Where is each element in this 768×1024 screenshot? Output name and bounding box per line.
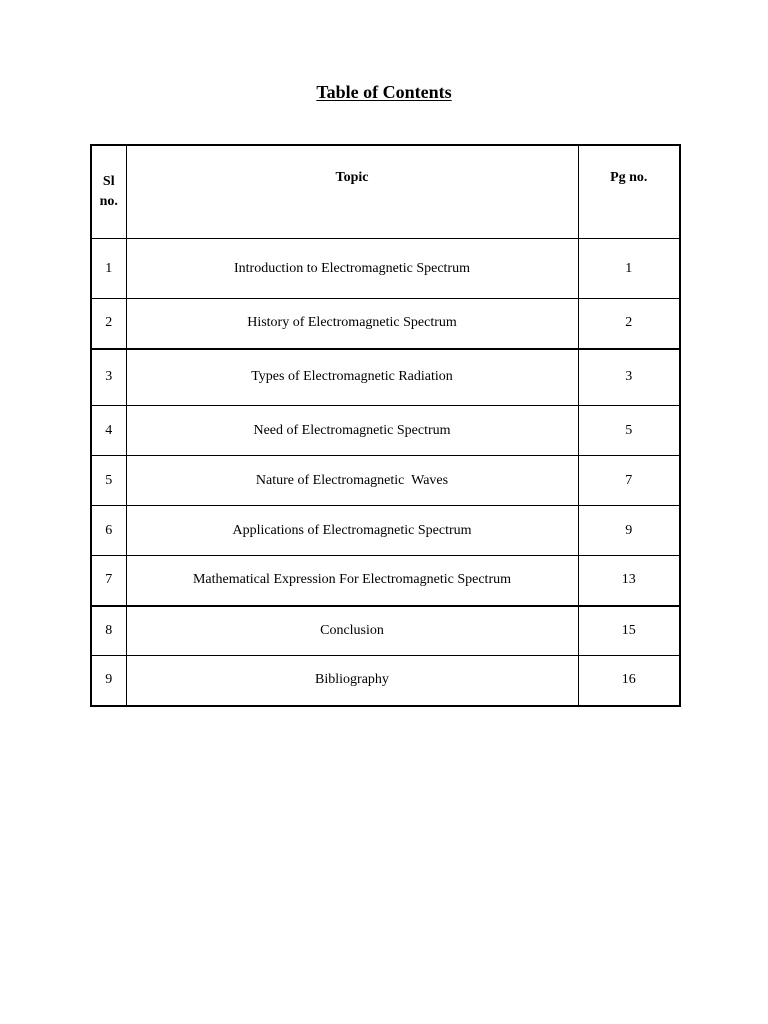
table-row	[91, 656, 680, 706]
table-row	[91, 349, 680, 406]
row-topic: Need of Electromagnetic Spectrum	[126, 406, 578, 456]
header-page-no: Pg no.	[578, 145, 680, 239]
row-sl-no: 6	[91, 506, 126, 556]
row-topic: Applications of Electromagnetic Spectrum	[126, 506, 578, 556]
row-sl-no: 3	[91, 349, 126, 406]
table-row	[91, 299, 680, 349]
page-title: Table of Contents	[316, 82, 452, 102]
row-page-no: 5	[578, 406, 680, 456]
row-topic: Bibliography	[126, 656, 578, 706]
row-sl-no: 7	[91, 556, 126, 606]
row-sl-no: 2	[91, 299, 126, 349]
row-sl-no: 5	[91, 456, 126, 506]
row-page-no: 7	[578, 456, 680, 506]
contents-table	[90, 144, 681, 707]
header-sl-no: Sl no.	[91, 145, 126, 239]
header-topic: Topic	[126, 145, 578, 239]
row-topic: Mathematical Expression For Electromagnetic Spectrum	[126, 556, 578, 606]
table-row	[91, 406, 680, 456]
table-row	[91, 456, 680, 506]
row-sl-no: 4	[91, 406, 126, 456]
row-page-no: 2	[578, 299, 680, 349]
table-row	[91, 556, 680, 606]
table-row	[91, 239, 680, 299]
row-topic: Nature of Electromagnetic Waves	[126, 456, 578, 506]
row-sl-no: 8	[91, 606, 126, 656]
table-header-row	[91, 145, 680, 239]
row-page-no: 13	[578, 556, 680, 606]
row-sl-no: 1	[91, 239, 126, 299]
row-page-no: 1	[578, 239, 680, 299]
row-topic: Introduction to Electromagnetic Spectrum	[126, 239, 578, 299]
row-sl-no: 9	[91, 656, 126, 706]
row-page-no: 3	[578, 349, 680, 406]
row-topic: Types of Electromagnetic Radiation	[126, 349, 578, 406]
row-page-no: 15	[578, 606, 680, 656]
row-page-no: 16	[578, 656, 680, 706]
row-page-no: 9	[578, 506, 680, 556]
table-row	[91, 506, 680, 556]
table-row	[91, 606, 680, 656]
row-topic: History of Electromagnetic Spectrum	[126, 299, 578, 349]
row-topic: Conclusion	[126, 606, 578, 656]
